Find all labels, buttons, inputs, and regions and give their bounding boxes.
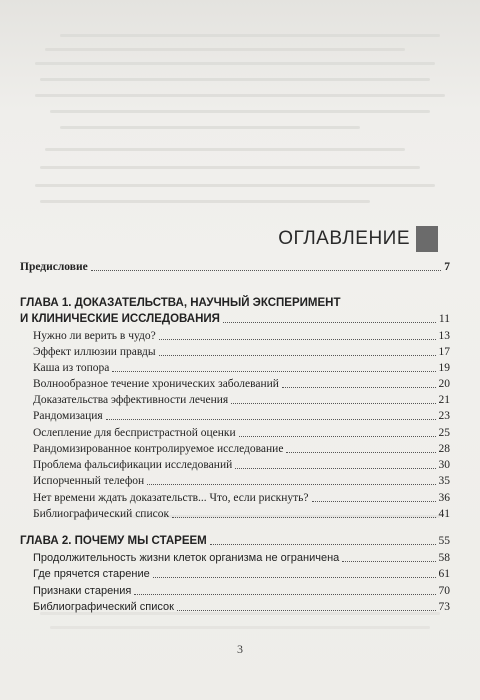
toc-entry-page: 36 [438,492,450,504]
leader-dots [134,594,435,595]
toc-entry[interactable] [33,442,450,456]
toc-entry[interactable] [33,361,450,375]
toc-entry-page: 61 [438,568,450,580]
toc-entry-page: 30 [438,459,450,471]
title-accent-block [416,226,438,252]
toc-entry-title: Признаки старения [33,585,132,597]
toc-entry-page: 35 [438,475,450,487]
toc-entry[interactable] [33,507,450,521]
toc-entry-page: 25 [438,427,450,439]
leader-dots [153,577,436,578]
leader-dots [210,544,436,545]
toc-entry-preface[interactable] [20,260,450,274]
chapter-2-heading[interactable] [20,534,450,548]
toc-entry-title: Библиографический список [33,601,174,613]
toc-entry-page: 41 [438,508,450,520]
toc-entry-page: 19 [438,362,450,374]
toc-entry[interactable] [33,600,450,614]
leader-dots [235,468,435,469]
toc-entry-title: Волнообразное течение хронических заболеваний [33,378,279,390]
chapter-2-heading-title: ГЛАВА 2. ПОЧЕМУ МЫ СТАРЕЕМ [20,535,207,547]
leader-dots [177,610,436,611]
leader-dots [106,419,436,420]
leader-dots [282,387,436,388]
toc-entry[interactable] [33,584,450,598]
toc-entry-page: 70 [438,585,450,597]
leader-dots [172,517,435,518]
toc-entry-title: Предисловие [20,261,88,273]
toc-entry-title: Рандомизация [33,410,103,422]
leader-dots [231,403,435,404]
toc-entry-title: Каша из топора [33,362,110,374]
toc-entry-page: 73 [438,601,450,613]
chapter-1-heading-line1[interactable]: ГЛАВА 1. ДОКАЗАТЕЛЬСТВА, НАУЧНЫЙ ЭКСПЕРИМЕНТ [20,297,341,309]
chapter-2-page: 55 [438,535,450,547]
page-number: 3 [237,642,243,656]
chapter-1-heading-line2: И КЛИНИЧЕСКИЕ ИССЛЕДОВАНИЯ [20,313,220,325]
toc-entry-title: Нужно ли верить в чудо? [33,330,156,342]
leader-dots [159,355,436,356]
toc-entry-page: 20 [438,378,450,390]
leader-dots [239,436,436,437]
leader-dots [312,501,436,502]
toc-title-row [0,226,480,252]
toc-entry[interactable] [33,329,450,343]
leader-dots [159,339,436,340]
chapter-1-page: 11 [438,313,450,325]
toc-entry-page: 58 [438,552,450,564]
toc-entry-title: Нет времени ждать доказательств... Что, если рискнуть? [33,492,309,504]
toc-entry[interactable] [33,551,450,565]
toc-entry[interactable] [33,377,450,391]
toc-entry-title: Доказательства эффективности лечения [33,394,229,406]
chapter-1-heading[interactable] [20,312,450,326]
toc-entry[interactable] [33,491,450,505]
toc-entry[interactable] [33,458,450,472]
toc-entry-title: Где прячется старение [33,568,150,580]
toc-entry[interactable] [33,393,450,407]
toc-entry[interactable] [33,409,450,423]
toc-entry-title: Продолжительность жизни клеток организма не ограничена [33,552,340,564]
toc-title: ОГЛАВЛЕНИЕ [278,228,410,249]
toc-entry[interactable] [33,426,450,440]
toc-entry-page: 23 [438,410,450,422]
toc-entry-title: Эффект иллюзии правды [33,346,156,358]
toc-entry-title: Ослепление для беспристрастной оценки [33,427,236,439]
toc-entry-title: Библиографический список [33,508,170,520]
leader-dots [91,270,442,271]
toc-entry[interactable] [33,567,450,581]
leader-dots [286,452,435,453]
toc-entry-title: Проблема фальсификации исследований [33,459,233,471]
leader-dots [223,322,436,323]
toc-entry-page: 28 [438,443,450,455]
leader-dots [112,371,435,372]
toc-entry-page: 17 [438,346,450,358]
toc-entry-title: Рандомизированное контролируемое исследование [33,443,284,455]
leader-dots [342,561,435,562]
leader-dots [147,484,435,485]
toc-entry-page: 7 [444,261,450,273]
toc-entry[interactable] [33,474,450,488]
toc-entry[interactable] [33,345,450,359]
toc-entry-title: Испорченный телефон [33,475,145,487]
toc-entry-page: 13 [438,330,450,342]
toc-entry-page: 21 [438,394,450,406]
